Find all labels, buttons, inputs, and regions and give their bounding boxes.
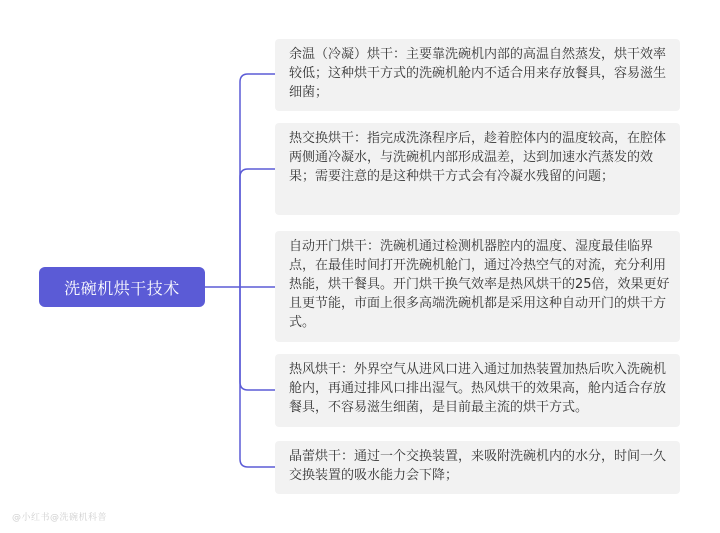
branch-auto-door-drying[interactable] [275, 231, 680, 342]
branch-text: 余温（冷凝）烘干：主要靠洗碗机内部的高温自然蒸发，烘干效率较低；这种烘干方式的洗碗机舱内不适合用来存放餐具，容易滋生细菌； [289, 47, 667, 100]
branch-hot-air-drying[interactable] [275, 354, 680, 427]
root-topic-label: 洗碗机烘干技术 [64, 278, 180, 298]
branch-residual-heat-drying[interactable] [275, 39, 680, 111]
branch-heat-exchange-drying[interactable] [275, 123, 680, 215]
branch-text: 热风烘干：外界空气从进风口进入通过加热装置加热后吹入洗碗机舱内，再通过排风口排出湿气。热风烘干的效果高，舱内适合存放餐具，不容易滋生细菌，是目前最主流的烘干方式。 [289, 362, 667, 415]
connector-line-0 [240, 74, 275, 287]
connector-line-4 [240, 287, 275, 467]
connector-line-3 [240, 287, 275, 390]
branch-zeolite-drying[interactable] [275, 441, 680, 494]
branch-text: 热交换烘干：指完成洗涤程序后，趁着腔体内的温度较高，在腔体两侧通冷凝水，与洗碗机内部形成温差，达到加速水汽蒸发的效果；需要注意的是这种烘干方式会有冷凝水残留的问题； [289, 131, 667, 184]
watermark: @小红书@洗碗机科普 [12, 513, 108, 523]
branch-text: 自动开门烘干：洗碗机通过检测机器腔内的温度、湿度最佳临界点，在最佳时间打开洗碗机舱门，通过冷热空气的对流，充分利用热能，烘干餐具。开门烘干换气效率是热风烘干的25倍，效果更好且更节能，市面上很多高端洗碗机都是采用这种自动开门的烘干方式。 [289, 239, 670, 330]
branch-text: 晶蕾烘干：通过一个交换装置，来吸附洗碗机内的水分，时间一久交换装置的吸水能力会下降； [289, 449, 667, 483]
root-topic[interactable] [39, 267, 205, 307]
connector-line-1 [240, 169, 275, 287]
